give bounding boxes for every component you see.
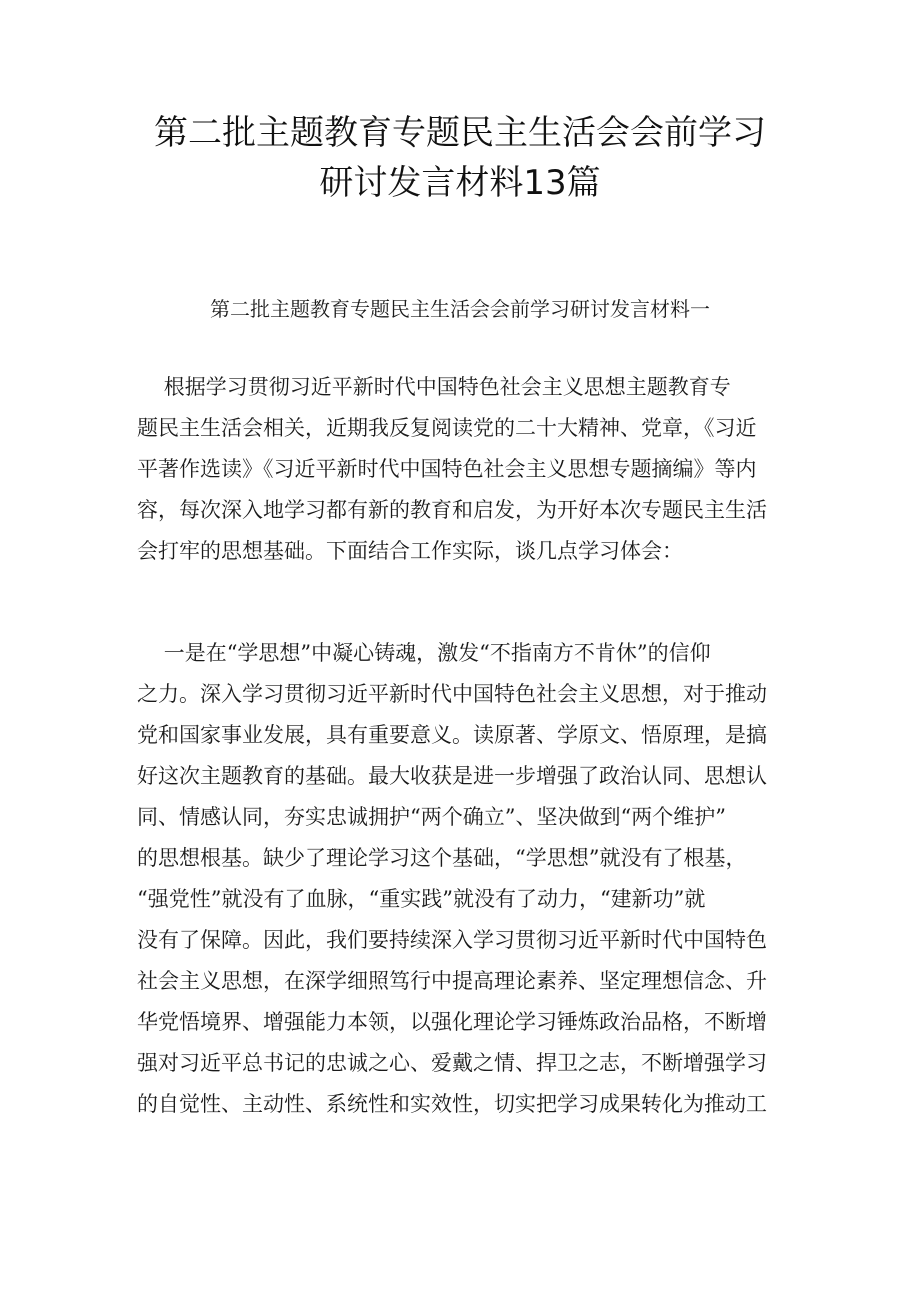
paragraph-line: 平著作选读》《习近平新时代中国特色社会主义思想专题摘编》等内 <box>137 457 757 481</box>
paragraph-line: 题民主生活会相关，近期我反复阅读党的二十大精神、党章，《习近 <box>137 416 757 440</box>
paragraph-line: 强对习近平总书记的忠诚之心、爱戴之情、捍卫之志，不断增强学习 <box>137 1051 767 1075</box>
paragraph-line: 同、情感认同，夯实忠诚拥护“两个确立”、坚决做到“两个维护” <box>137 805 726 829</box>
paragraph-line: 社会主义思想，在深学细照笃行中提高理论素养、坚定理想信念、升 <box>137 969 767 993</box>
document-title <box>0 108 920 208</box>
section-heading: 第二批主题教育专题民主生活会会前学习研讨发言材料一 <box>210 297 710 321</box>
paragraph-line: 党和国家事业发展，具有重要意义。读原著、学原文、悟原理，是搞 <box>137 723 767 747</box>
paragraph-line: 容，每次深入地学习都有新的教育和启发，为开好本次专题民主生活 <box>137 498 767 522</box>
paragraph-1 <box>137 367 787 572</box>
paragraph-line: 会打牢的思想基础。下面结合工作实际，谈几点学习体会： <box>137 539 683 563</box>
paragraph-line: 的思想根基。缺少了理论学习这个基础，“学思想”就没有了根基， <box>137 846 747 870</box>
paragraph-line: “强党性”就没有了血脉，“重实践”就没有了动力，“建新功”就 <box>137 887 706 911</box>
paragraph-2 <box>137 633 787 1125</box>
paragraph-line: 没有了保障。因此，我们要持续深入学习贯彻习近平新时代中国特色 <box>137 928 767 952</box>
title-line-1: 第二批主题教育专题民主生活会会前学习 <box>154 113 766 153</box>
paragraph-line: 好这次主题教育的基础。最大收获是进一步增强了政治认同、思想认 <box>137 764 767 788</box>
paragraph-line: 一是在“学思想”中凝心铸魂，激发“不指南方不肯休”的信仰 <box>137 641 711 665</box>
title-line-2: 研讨发言材料13篇 <box>319 163 601 203</box>
paragraph-line: 根据学习贯彻习近平新时代中国特色社会主义思想主题教育专 <box>137 375 731 399</box>
paragraph-line: 之力。深入学习贯彻习近平新时代中国特色社会主义思想，对于推动 <box>137 682 767 706</box>
paragraph-line: 华党悟境界、增强能力本领，以强化理论学习锤炼政治品格，不断增 <box>137 1010 767 1034</box>
paragraph-line: 的自觉性、主动性、系统性和实效性，切实把学习成果转化为推动工 <box>137 1092 767 1116</box>
